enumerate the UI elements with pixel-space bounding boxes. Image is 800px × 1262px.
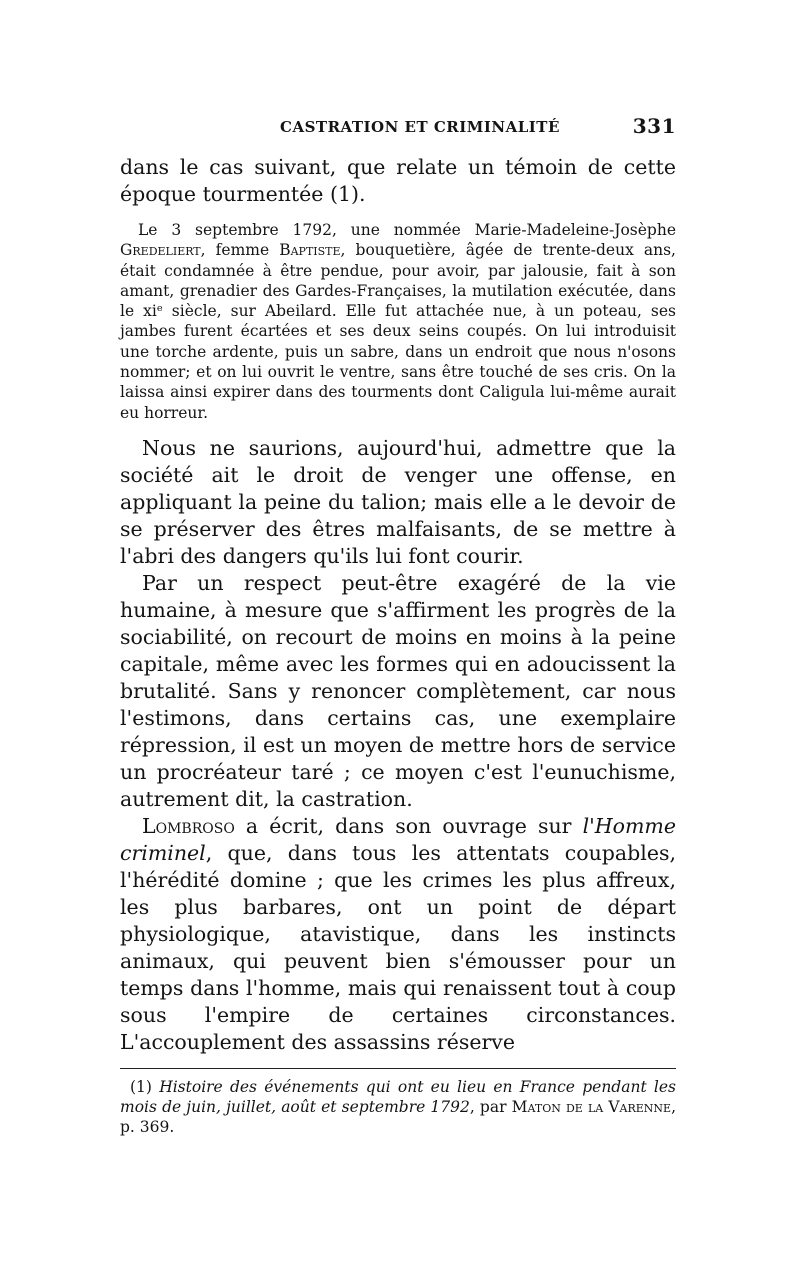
quote-name-baptiste: Baptiste bbox=[279, 241, 341, 260]
paragraph-lombroso-a: a écrit, dans son ouvrage sur bbox=[234, 813, 583, 838]
quoted-account bbox=[120, 220, 676, 423]
quote-rest: , bouquetière, âgée de trente-deux ans, était condamnée à être pendue, pour avoir, par jalousie, fait à son amant, grenadier des Gardes-Françaises, la mutilation exécutée, dans le xiᵉ siècle, sur Abeilard. Elle fut attachée nue, à un poteau, ses jambes furent écartées et ses deux seins coupés. On lui introduisit une torche ardente, puis un sabre, dans un endroit que nous n'osons nommer; et on lui ouvrit le ventre, sans être touché de ses cris. On la laissa ainsi expirer dans des tourments dont Caligula lui-même aurait eu horreur. bbox=[120, 241, 676, 422]
quote-name-gredeliert: Gredeliert bbox=[120, 241, 201, 260]
page-number: 331 bbox=[632, 114, 676, 138]
footnote-author: Maton de la Varenne bbox=[511, 1097, 672, 1116]
running-header bbox=[120, 112, 676, 142]
running-title: CASTRATION ET CRIMINALITÉ bbox=[280, 118, 560, 136]
footnote-by: , par bbox=[469, 1097, 512, 1116]
author-lombroso: Lombroso bbox=[142, 813, 235, 838]
book-page bbox=[120, 112, 676, 1137]
work-title: l'Homme criminel bbox=[120, 813, 676, 865]
paragraph-castration: Par un respect peut-être exagéré de la vie humaine, à mesure que s'affirment les progrès de la sociabilité, on recourt de moins en moins à la peine capitale, même avec les formes qui en adoucissent la brutalité. Sans y renoncer complètement, car nous l'estimons, dans certains cas, une exemplaire répression, il est un moyen de mettre hors de service un procréateur taré ; ce moyen c'est l'eunuchisme, autrement dit, la castration. bbox=[120, 570, 676, 811]
paragraph-lombroso-b: , que, dans tous les attentats coupables, l'hérédité domine ; que les crimes les plus affreux, les plus barbares, ont un point de départ physiologique, atavistique, dans les instincts animaux, qui peuvent bien s'émousser pour un temps dans l'homme, mais qui renaissent tout à coup sous l'empire de certaines circonstances. L'accouplement des assassins réserve bbox=[120, 840, 676, 1054]
quote-lead: Le 3 septembre 1792, une nommée Marie-Madeleine-Josèphe bbox=[138, 221, 676, 239]
paragraph-talion: Nous ne saurions, aujourd'hui, admettre que la société ait le droit de venger une offense, en appliquant la peine du talion; mais elle a le devoir de se préserver des êtres malfaisants, de se mettre à l'abri des dangers qu'ils lui font courir. bbox=[120, 435, 676, 568]
paragraph-lombroso bbox=[120, 813, 676, 1056]
intro-paragraph: dans le cas suivant, que relate un témoin de cette époque tourmentée (1). bbox=[120, 155, 676, 206]
footnote-title: Histoire des événements qui ont eu lieu en France pendant les mois de juin, juillet, août et septembre 1792 bbox=[120, 1077, 676, 1116]
footnote bbox=[120, 1077, 676, 1137]
quote-mid: , femme bbox=[200, 241, 280, 260]
footnote-mark: (1) bbox=[130, 1077, 160, 1096]
footnote-page: , p. 369. bbox=[120, 1097, 676, 1136]
footnote-divider bbox=[120, 1068, 676, 1069]
